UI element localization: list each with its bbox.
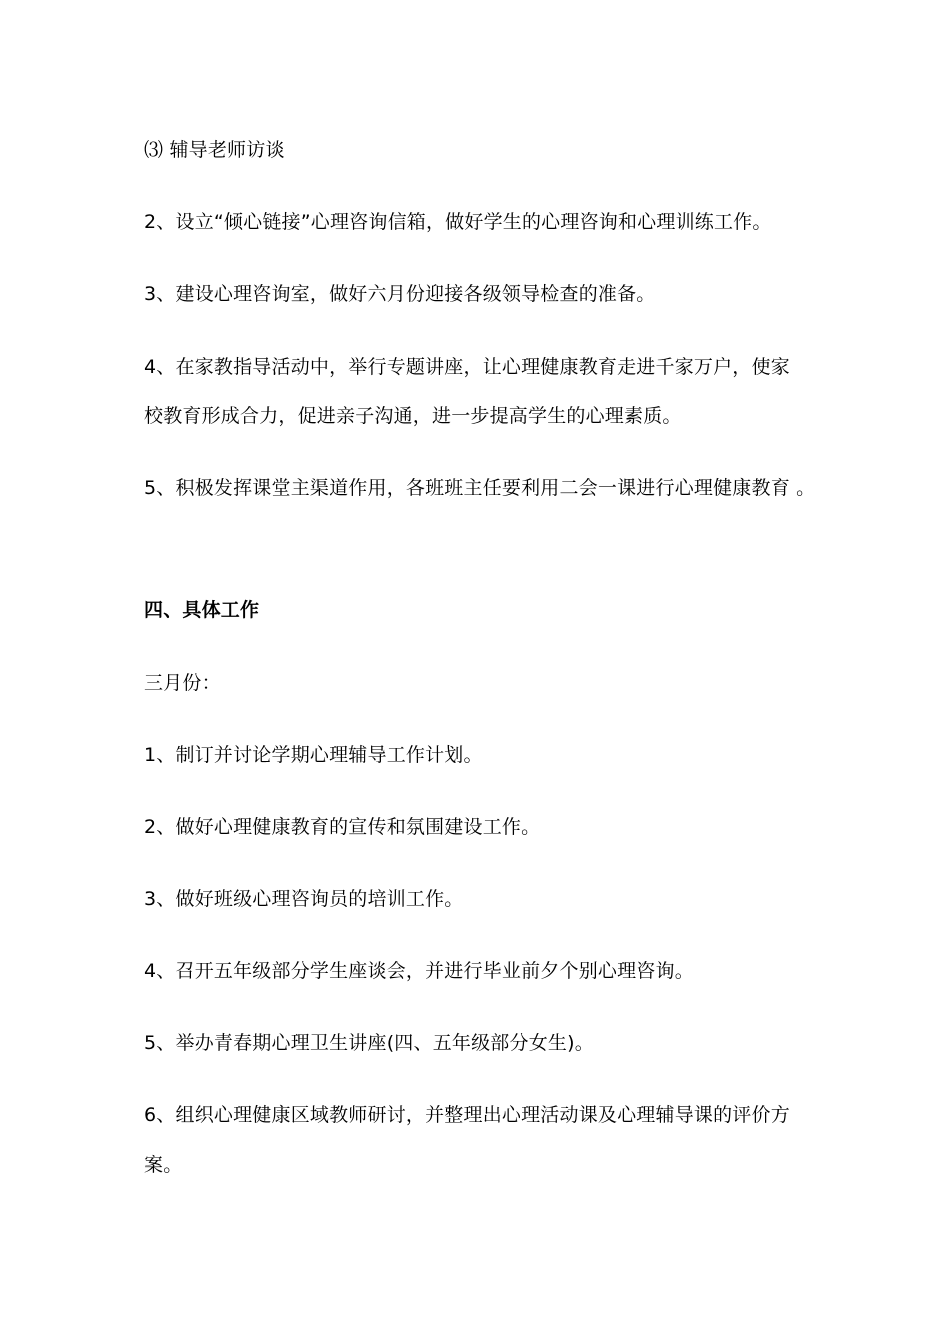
section-heading: 四、具体工作 — [144, 599, 260, 621]
march-task: 1、制订并讨论学期心理辅导工作计划。 — [144, 744, 483, 766]
item-3-sub-counselor-interview: ⑶ 辅导老师访谈 — [144, 139, 285, 161]
task-6-line-1: 6、组织心理健康区域教师研讨，并整理出心理活动课及心理辅导课的评价方 — [144, 1104, 790, 1126]
item-5-classroom: 5、积极发挥课堂主渠道作用，各班班主任要利用二会一课进行心理健康教育 。 — [144, 477, 816, 499]
item-3-consult-room: 3、建设心理咨询室，做好六月份迎接各级领导检查的准备。 — [144, 283, 656, 305]
march-task: 5、举办青春期心理卫生讲座(四、五年级部分女生)。 — [144, 1032, 594, 1054]
item-4-line-2: 校教育形成合力，促进亲子沟通，进一步提高学生的心理素质。 — [144, 405, 682, 427]
march-task: 4、召开五年级部分学生座谈会，并进行毕业前夕个别心理咨询。 — [144, 960, 694, 982]
item-4-line-1: 4、在家教指导活动中，举行专题讲座，让心理健康教育走进千家万户，使家 — [144, 356, 790, 378]
task-6-line-2: 案。 — [144, 1154, 183, 1176]
march-task: 3、做好班级心理咨询员的培训工作。 — [144, 888, 464, 910]
month-label: 三月份： — [144, 672, 221, 694]
march-task: 2、做好心理健康教育的宣传和氛围建设工作。 — [144, 816, 541, 838]
item-2-mailbox: 2、设立“倾心链接”心理咨询信箱，做好学生的心理咨询和心理训练工作。 — [144, 211, 772, 233]
